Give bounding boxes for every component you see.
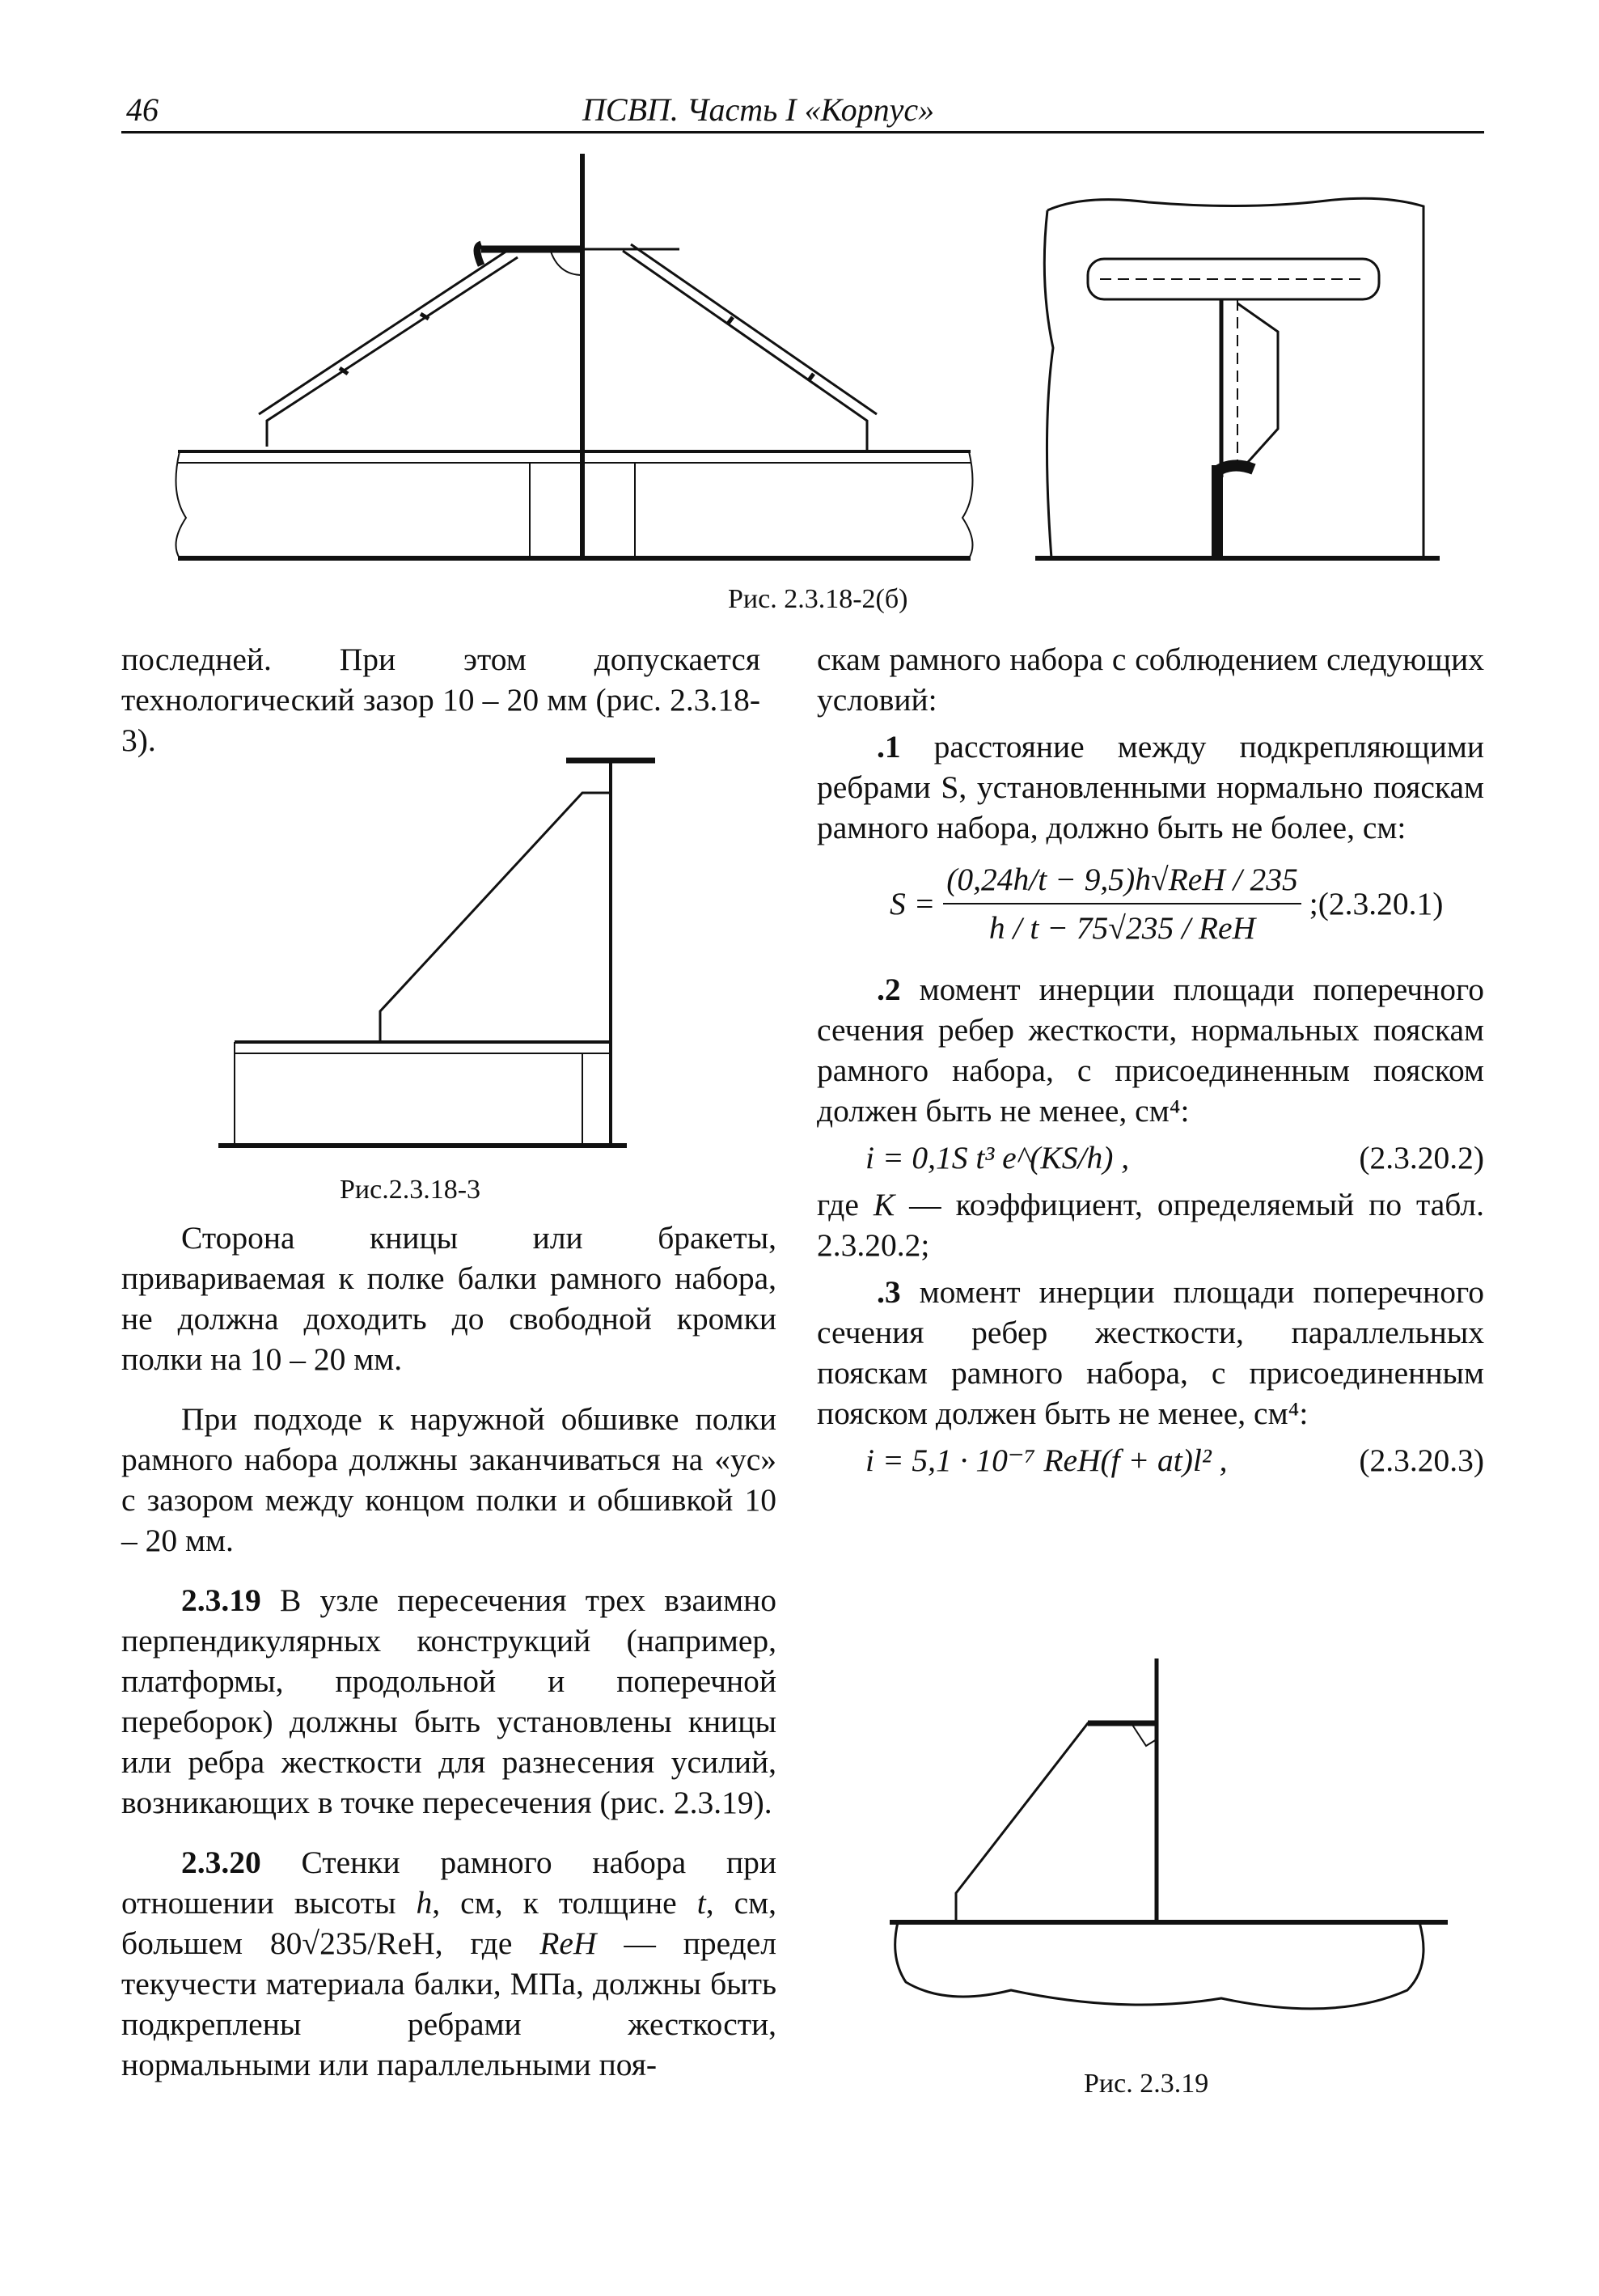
paragraph: При подходе к наружной обшивке полки рамного набора должны заканчиваться на «ус» с зазором между концом полки и обшивкой 10 – 20 мм.: [121, 1401, 776, 1558]
formula-lhs: S =: [890, 886, 936, 921]
page-number: 46: [126, 91, 159, 128]
header-rule: [121, 131, 1484, 133]
item-1: [817, 727, 1484, 848]
formula-2-3-20-2: [817, 1137, 1484, 1178]
formula-2-3-20-1: [890, 859, 1484, 948]
fraction: [943, 859, 1301, 948]
section-2-3-20: [121, 1842, 776, 2085]
caption-fig-2-3-19: Рис. 2.3.19: [1084, 2069, 1209, 2099]
numerator: (0,24h/t − 9,5)h√ReH / 235: [943, 859, 1301, 904]
item-text: момент инерции площади поперечного сечения ребер жесткости, нормальных пояскам рамного набора, с присоединенным пояском должен быть не менее, см⁴:: [817, 972, 1484, 1129]
item-number: .1: [877, 729, 901, 765]
paragraph: Сторона кницы или бракеты, привариваемая к полке балки рамного набора, не должна доходить до свободной кромки полки на 10 – 20 мм.: [121, 1220, 776, 1377]
formula-expr: i = 0,1S t³ e^(KS/h) ,: [865, 1140, 1130, 1176]
item-number: .3: [877, 1274, 901, 1310]
var-h: h: [416, 1885, 433, 1921]
var-reh: ReH: [539, 1925, 597, 1961]
figure-2-3-18-2b-right: [1035, 186, 1440, 566]
formula-2-3-20-3: [817, 1440, 1484, 1481]
formula-label: (2.3.20.3): [1359, 1442, 1484, 1478]
denominator: h / t − 75√235 / ReH: [988, 910, 1256, 946]
section-text: — предел текучести материала балки, МПа, должны быть подкреплены ребрами жесткости, нормальными или параллельными поя-: [121, 1925, 776, 2082]
running-title: ПСВП. Часть I «Корпус»: [582, 91, 935, 128]
inline-formula: 80√235/ReH: [269, 1925, 435, 1961]
formula-label: (2.3.20.2): [1359, 1140, 1484, 1176]
where-clause: [817, 1184, 1484, 1265]
paragraph: последней. При этом допускается технологический зазор 10 – 20 мм (рис. 2.3.18-3).: [121, 642, 760, 758]
item-text: момент инерции площади поперечного сечения ребер жесткости, параллельных пояскам рамного набора, с присоединенным пояском должен быть не менее, см⁴:: [817, 1274, 1484, 1431]
where-text: где: [817, 1187, 859, 1222]
var-k: K: [873, 1187, 895, 1222]
section-text: В узле пересечения трех взаимно перпендикулярных конструкций (например, платформы, продольной и поперечной переборок) должны быть установлены кницы или ребра жесткости для разнесения усилий, возникающих в точке пересечения (рис. 2.3.19).: [121, 1582, 776, 1820]
section-text: , где: [434, 1925, 513, 1961]
item-2: [817, 969, 1484, 1131]
formula-expr: i = 5,1 · 10⁻⁷ ReH(f + at)l² ,: [865, 1442, 1228, 1478]
var-t: t: [696, 1885, 706, 1921]
figure-2-3-18-2b-left: [162, 146, 979, 574]
caption-fig-2-3-18-3: Рис.2.3.18-3: [340, 1175, 481, 1205]
section-number: 2.3.19: [181, 1582, 261, 1618]
section-text: , см, большем: [121, 1885, 776, 1961]
caption-fig-2-3-18-2b: Рис. 2.3.18-2(б): [728, 584, 908, 614]
formula-label: ;(2.3.20.1): [1309, 886, 1444, 921]
right-column: [817, 639, 1484, 1487]
where-text: — коэффициент, определяемый по табл. 2.3.20.2;: [817, 1187, 1485, 1263]
section-number: 2.3.20: [181, 1845, 261, 1880]
left-column-bottom: [121, 1218, 776, 2104]
item-3: [817, 1272, 1484, 1434]
paragraph: скам рамного набора с соблюдением следующих условий:: [817, 642, 1484, 718]
figure-2-3-18-3: [218, 752, 671, 1157]
item-text: расстояние между подкрепляющими ребрами S, установленными нормально пояскам рамного набора, должно быть не более, см:: [817, 729, 1484, 845]
section-text: , см, к толщине: [432, 1885, 677, 1921]
item-number: .2: [877, 972, 901, 1007]
section-text: Стенки рамного набора при отношении высоты: [121, 1845, 776, 1921]
section-2-3-19: [121, 1580, 776, 1823]
figure-2-3-19: [882, 1650, 1448, 2039]
